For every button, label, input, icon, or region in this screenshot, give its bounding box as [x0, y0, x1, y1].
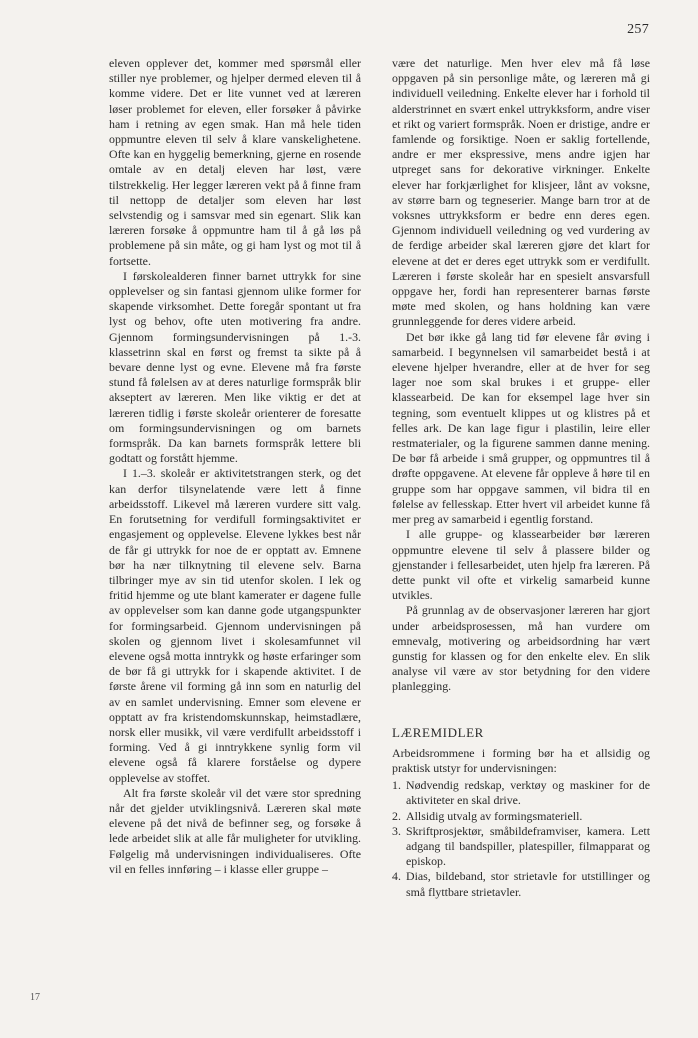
paragraph: Det bør ikke gå lang tid før elevene får øving i samarbeid. I begynnelsen vil samarbeidet bestå i at elevene hjelper hverandre, eller at de hver for seg lager noe som skal brukes i et gruppe- eller klassearbeid. De kan for eksempel lage hver sin tegning, som eventuelt klippes ut og klistres på et felles ark. De kan lage figur i plastilin, leire eller restmaterialer, og la figurene sammen danne mening. De bør få arbeide i små grupper, og oppmuntres til å drøfte oppgavene. At elevene får oppleve å høre til en gruppe som har oppgave sammen, vil bidra til en følelse av fellesskap. Etter hvert vil arbeidet kunne få mer preg av samarbeid i egentlig forstand.: [392, 329, 650, 527]
list-item-number: 1.: [392, 778, 401, 793]
list-item-number: 4.: [392, 869, 401, 884]
list-item: [392, 778, 650, 808]
paragraph: Alt fra første skoleår vil det være stor spredning når det gjelder utviklingsnivå. Læreren skal møte elevene på det nivå de befinner seg, og forsøke å lede arbeidet slik at alle får muligheter for utvikling. Følgelig må undervisningen individualiseres. Ofte vil en felles innføring – i klasse eller gruppe –: [109, 785, 361, 876]
equipment-list: [392, 778, 650, 900]
paragraph: være det naturlige. Men hver elev må få løse oppgaven på sin personlige måte, og læreren må gi individuell veiledning. Enkelte elever har i forhold til alderstrinnet en svært enkel uttrykksform, andre viser et rikt og variert formspråk. Noen er dristige, andre er famlende og forsiktige. Noen er saklig fortellende, andre er mer ekspressive, mens andre igjen har utpreget sans for dekorative virkninger. Enkelte elever har forkjærlighet for klisjeer, lånt av voksne, av større barn og tegneserier. Mange barn tror at de voksnes uttrykksform er bedre enn deres egen. Gjennom individuell veiledning og ved vurdering av de ferdige arbeider skal læreren gjøre det klart for elevene at det er deres eget uttrykk som er verdifullt. Læreren i første skoleår har en spesielt ansvarsfull oppgave her, fordi han representerer barnas første møte med skolen, og hans holdning kan være grunnleggende for deres videre arbeid.: [392, 56, 650, 329]
right-column: [392, 56, 650, 900]
list-item: [392, 809, 650, 824]
footer-mark: 17: [30, 992, 40, 1003]
list-item: [392, 824, 650, 870]
list-item-number: 3.: [392, 823, 401, 838]
paragraph: I førskolealderen finner barnet uttrykk for sine opplevelser og sin fantasi gjennom ulike former for skapende virksomhet. Dette foregår spontant ut fra lyst og behov, ofte uten motivering fra andre. Gjennom formingsundervisningen på 1.-3. klassetrinn skal en først og fremst ta sikte på å bevare denne lyst og evne. Elevene må fra første stund få følelsen av at deres naturlige formspråk blir akseptert av læreren. Men like viktig er det at læreren tidlig i første skoleår orienterer de foresatte om formingsundervisningen og om barnets formspråk. Da kan barnets formspråk lettere bli godtatt og forstått hjemme.: [109, 268, 361, 466]
left-column: [109, 56, 361, 877]
paragraph: eleven opplever det, kommer med spørsmål eller stiller nye problemer, og hjelper dermed eleven til å komme videre. Det er lite vunnet ved at læreren løser problemet for eleven, eller forsøker å påvirke ham i retning av egen smak. Han må hele tiden oppmuntre eleven til selv å klare vanskelighetene. Ofte kan en hyggelig bemerkning, gjerne en rosende omtale av en detalj eleven har løst, være tilstrekkelig. Her legger læreren vekt på å finne fram til nettopp de detaljer som eleven har løst selvstendig og i samsvar med sin egenart. Slik kan læreren forsøke å oppmuntre ham til å gå løs på problemene på sin måte, og gi ham lyst og mot til å fortsette.: [109, 56, 361, 268]
list-item-text: Nødvendig redskap, verktøy og maskiner for de aktiviteter en skal drive.: [406, 778, 650, 808]
paragraph: I alle gruppe- og klassearbeider bør læreren oppmuntre elevene til selv å plassere bilder og gjenstander i fellesarbeidet, uten hjelp fra læreren. På dette punkt vil ofte et virkelig samarbeid kunne utvikles.: [392, 527, 650, 603]
paragraph: På grunnlag av de observasjoner læreren har gjort under arbeidsprosessen, må han vurdere om emnevalg, motivering og arbeidsordning har vært gunstig for klassen og for den enkelte elev. En slik analyse vil være av stor betydning for den videre planlegging.: [392, 603, 650, 694]
list-item: [392, 869, 650, 899]
page-number: 257: [627, 22, 649, 37]
list-item-text: Skriftprosjektør, småbildeframviser, kamera. Lett adgang til bandspiller, platespiller, filmapparat og episkop.: [406, 823, 650, 869]
list-item-text: Allsidig utvalg av formingsmateriell.: [406, 808, 583, 823]
section-heading: LÆREMIDLER: [392, 724, 484, 740]
section-intro: Arbeidsrommene i forming bør ha et allsidig og praktisk utstyr for undervisningen:: [392, 745, 650, 775]
list-item-text: Dias, bildeband, stor strietavle for utstillinger og små flyttbare strietavler.: [406, 869, 650, 899]
list-item-number: 2.: [392, 808, 401, 823]
paragraph: I 1.–3. skoleår er aktivitetstrangen sterk, og det kan derfor tilsynelatende være lett å finne arbeidsstoff. Likevel må læreren vurdere sitt valg. En forutsetning for verdifull formingsaktivitet er engasjement og opplevelse. Elevene lykkes best når de får gi uttrykk for noe de er opptatt av. Emnene bør ha nær tilknytning til elevene selv. Barna tilbringer mye av sin tid utenfor skolen. I lek og fritid hjemme og ute blant kamerater er dagene fulle av opplevelser som kan danne gode utgangspunkter for formingsarbeid. Gjennom undervisningen på skolen og gjennom livet i skolesamfunnet vil elevene også motta inntrykk og høste erfaringer som de bør få gi uttrykk for i skapende aktivitet. I de første årene vil forming gå inn som en naturlig del av en samlet undervisning. Emner som elevene er opptatt av fra kristendomskunnskap, heimstadlære, norsk eller musikk, vil være verdifullt arbeidsstoff i forming. Ved å gi inntrykkene synlig form vil elevene også få klarere forståelse og dypere opplevelse av stoffet.: [109, 466, 361, 785]
